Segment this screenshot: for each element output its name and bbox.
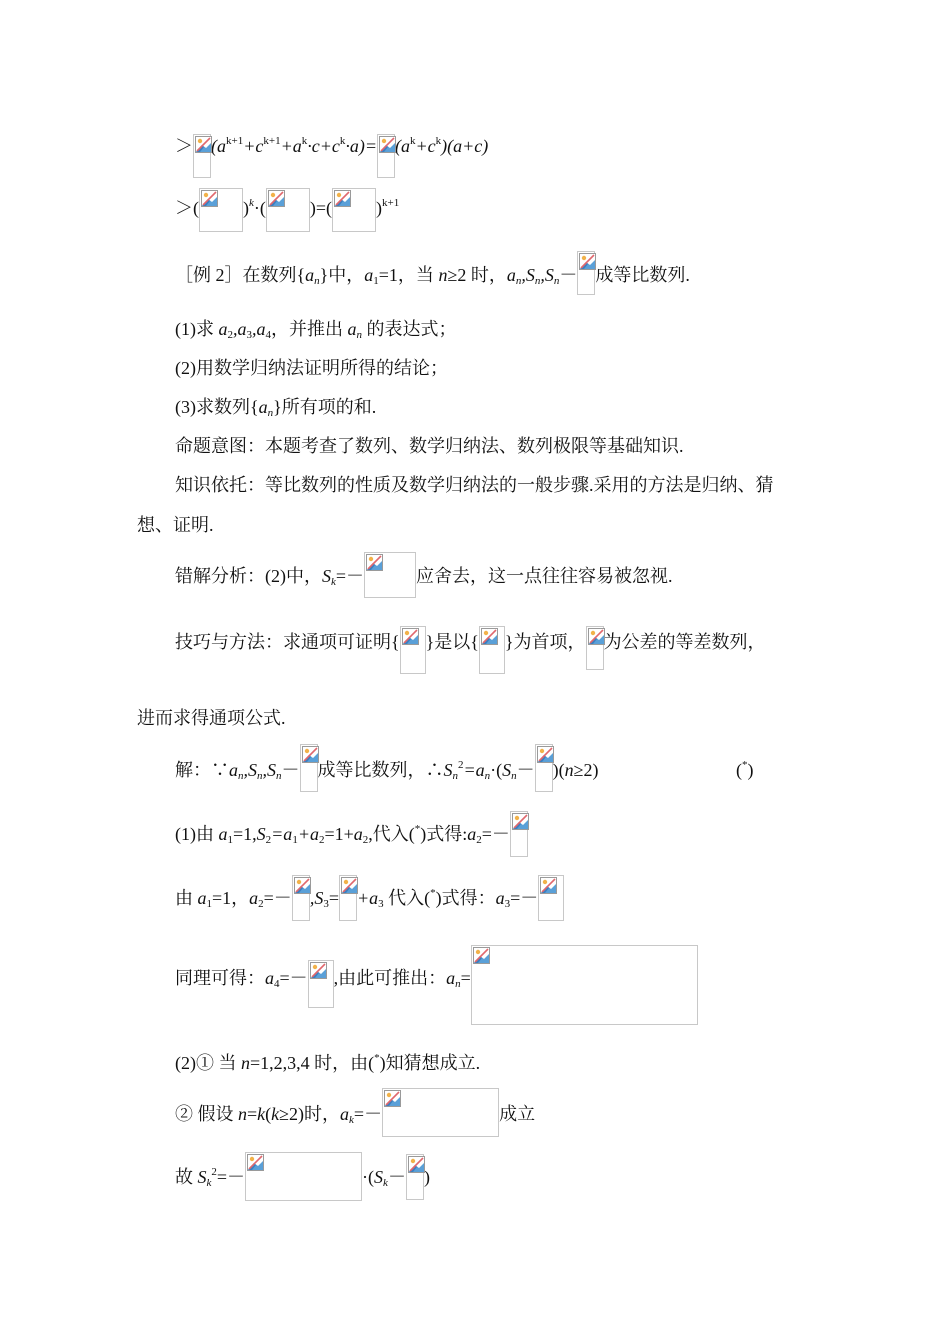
knowledge-basis: 知识依托：等比数列的性质及数学归纳法的一般步骤.采用的方法是归纳、猜 (175, 475, 774, 495)
broken-image-icon (588, 628, 605, 645)
question-1: (1)求 $a_2,a_3,a_4$，并推出 $a_n$ 的表达式； (175, 319, 457, 341)
equation-image (364, 552, 416, 598)
formula-line-1: ＞ $(a^{k+1}+c^{k+1}+a^k\cdot c+c^k\cdot a)=$ $(a^k+c^k)(a+c)$ (175, 134, 488, 178)
equation-image (193, 134, 211, 178)
error-analysis: 错解分析：(2)中，$S_k=-$ 应舍去，这一点往往容易被忽视. (175, 564, 673, 598)
question-2: (2)用数学归纳法证明所得的结论； (175, 358, 448, 378)
equation-image (266, 188, 310, 232)
technique-method-cont: 进而求得通项公式. (137, 708, 286, 728)
equation-image (377, 134, 395, 178)
broken-image-icon (334, 190, 351, 207)
formula-line-2: ＞( )$^k$·( )=( )$^{k+1}$ (175, 196, 399, 232)
equation-image-an-formula (471, 945, 698, 1025)
broken-image-icon (512, 813, 529, 830)
equation-image (510, 811, 528, 857)
broken-image-icon (268, 190, 285, 207)
example-2-statement: ［例 2］在数列$\{a_n\}$中，$a_1=1$，当 n≥2 时，$a_n,S_n,S_n-$ 成等比数列. (175, 263, 690, 295)
broken-image-icon (481, 628, 498, 645)
question-3: (3)求数列$\{a_n\}$所有项的和. (175, 397, 377, 419)
broken-image-icon (379, 136, 396, 153)
technique-method: 技巧与方法：求通项可证明{ }是以{ }为首项， 为公差的等差数列， (175, 630, 766, 674)
broken-image-icon (310, 962, 327, 979)
solution-step-an: 同理可得：$a_4=-$ ,由此可推出：$a_n=$ (175, 966, 698, 1025)
proof-step-sk: 故 $S_k^2=-$ $\cdot(S_k-$ ) (175, 1165, 430, 1201)
broken-image-icon (473, 947, 490, 964)
solution-step-a3: 由 $a_1=1$，$a_2=-$ $,S_3=$ $+a_3$ 代入(*)式得：$a_3=-$ (175, 886, 564, 921)
equation-image (535, 744, 553, 792)
equation-image (339, 875, 357, 921)
broken-image-icon (294, 877, 311, 894)
equation-tag-star: (*) (736, 759, 754, 780)
knowledge-basis-cont: 想、证明. (137, 515, 214, 535)
broken-image-icon (408, 1156, 425, 1173)
equation-image (577, 251, 595, 295)
broken-image-icon (341, 877, 358, 894)
solution-step-1: (1)由 $a_1=1,S_2=a_1+a_2=1+a_2$,代入(*)式得$:a_2=-$ (175, 822, 528, 857)
broken-image-icon (195, 136, 212, 153)
broken-image-icon (302, 746, 319, 763)
broken-image-icon (540, 877, 557, 894)
broken-image-icon (402, 628, 419, 645)
broken-image-icon (537, 746, 554, 763)
broken-image-icon (384, 1090, 401, 1107)
broken-image-icon (579, 253, 596, 270)
broken-image-icon (201, 190, 218, 207)
equation-image (538, 875, 564, 921)
proof-step-2: ② 假设 n=k(k≥2)时，$a_k=-$ 成立 (175, 1102, 535, 1137)
equation-image (400, 626, 426, 674)
equation-image (382, 1088, 499, 1137)
equation-image (586, 626, 604, 670)
equation-image (479, 626, 505, 674)
equation-image (332, 188, 376, 232)
broken-image-icon (366, 554, 383, 571)
proof-step-1: (2)① 当 n=1,2,3,4 时，由(*)知猜想成立. (175, 1052, 481, 1073)
equation-image (406, 1154, 424, 1200)
gt-sign: ＞ (175, 136, 193, 156)
equation-image (245, 1152, 362, 1201)
equation-image (308, 960, 334, 1008)
proposition-intent: 命题意图：本题考查了数列、数学归纳法、数列极限等基础知识. (175, 436, 684, 456)
equation-image (292, 875, 310, 921)
solution-intro: 解：$\because a_n,S_n,S_n-$ 成等比数列，$\therefore S_n^2=a_n\cdot(S_n-$ )(n≥2) (*) (175, 758, 775, 792)
equation-image (300, 744, 318, 792)
broken-image-icon (247, 1154, 264, 1171)
equation-image (199, 188, 243, 232)
